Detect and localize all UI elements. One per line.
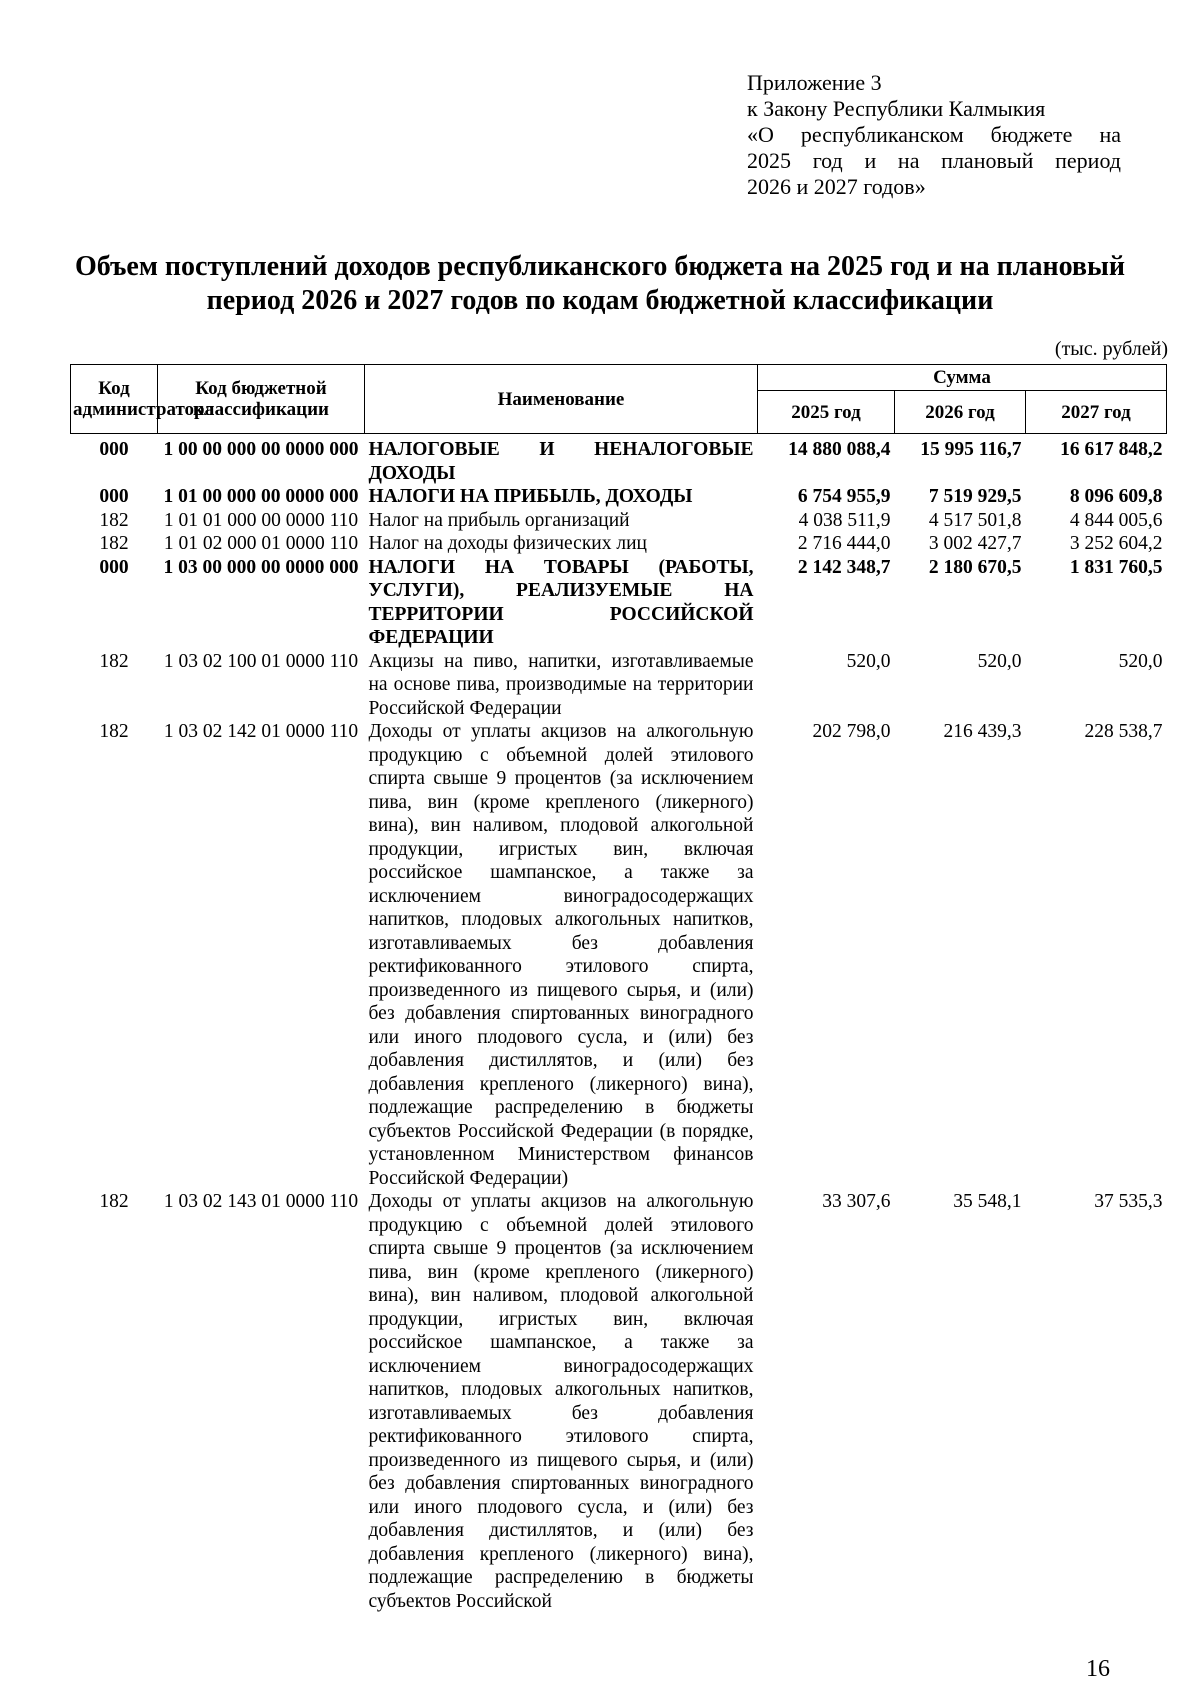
admin-code-cell: 000 (99, 486, 129, 507)
table-row (71, 556, 1167, 650)
amount-2025-cell: 2 142 348,7 (797, 556, 891, 578)
amount-2027-cell: 4 844 005,6 (1069, 509, 1163, 531)
page-number: 16 (1086, 1656, 1110, 1682)
header-kbk: Код бюджетной классификации (158, 365, 365, 434)
admin-code-cell: 182 (99, 509, 129, 531)
amount-2027-cell: 3 252 604,2 (1069, 533, 1163, 554)
amount-2025-cell: 520,0 (846, 650, 891, 672)
amount-2026-cell: 15 995 116,7 (920, 439, 1022, 460)
table-row (71, 650, 1167, 721)
appendix-line: 2025 год и на плановый период (747, 148, 1121, 173)
amount-2025-cell: 202 798,0 (812, 721, 891, 742)
table-row (71, 509, 1167, 533)
admin-code-cell: 182 (99, 650, 129, 672)
table-row (71, 532, 1167, 556)
name-cell: Налог на прибыль организаций (368, 509, 630, 531)
appendix-line: 2026 и 2027 годов» (747, 174, 926, 199)
amount-2027-cell: 16 617 848,2 (1060, 439, 1163, 460)
amount-2026-cell: 3 002 427,7 (928, 533, 1022, 554)
amount-2026-cell: 216 439,3 (943, 721, 1022, 742)
header-year-2026: 2026 год (895, 391, 1026, 434)
kbk-cell: 1 03 02 100 01 0000 110 (163, 650, 359, 672)
kbk-cell: 1 03 02 143 01 0000 110 (163, 1191, 359, 1212)
amount-2025-cell: 6 754 955,9 (797, 486, 891, 507)
amount-2027-cell: 1 831 760,5 (1069, 556, 1163, 578)
appendix-line: к Закону Республики Калмыкия (747, 96, 1046, 121)
kbk-cell: 1 03 00 000 00 0000 000 (163, 556, 359, 578)
admin-code-cell: 182 (99, 533, 129, 554)
appendix-line: «О республиканском бюджете на (747, 122, 1121, 147)
kbk-cell: 1 01 02 000 01 0000 110 (163, 533, 359, 554)
header-year-2027: 2027 год (1026, 391, 1167, 434)
kbk-cell: 1 03 02 142 01 0000 110 (163, 721, 359, 742)
admin-code-cell: 000 (99, 439, 129, 460)
amount-2027-cell: 520,0 (1118, 650, 1163, 672)
name-cell: Доходы от уплаты акцизов на алкогольную продукцию с объемной долей этилового спирта свыше 9 процентов (за исключением пива, вин (кроме крепленого (ликерного) вина), вин наливом, плодовой алкогольной продукции, игристых вин, включая российское шампанское, а также за исключением виноградосодержащих напитков, плодовых алкогольных напитков, изготавливаемых без добавления ректификованного этилового спирта, произведенного из пищевого сырья, и (или) без добавления спиртованных виноградного или иного плодового сусла, и (или) без добавления дистиллятов, и (или) без добавления крепленого (ликерного) вина), подлежащие распределению в бюджеты субъектов Российской Федерации (в порядке, установленном Министерством финансов Российской Федерации) (368, 721, 754, 1189)
header-year-2025: 2025 год (758, 391, 895, 434)
name-cell: НАЛОГОВЫЕ И НЕНАЛОГОВЫЕ ДОХОДЫ (368, 439, 754, 484)
header-name: Наименование (365, 365, 758, 434)
units-label: (тыс. рублей) (1054, 338, 1168, 360)
admin-code-cell: 182 (99, 721, 129, 742)
amount-2027-cell: 37 535,3 (1094, 1191, 1163, 1212)
amount-2027-cell: 8 096 609,8 (1069, 486, 1163, 507)
admin-code-cell: 000 (99, 556, 129, 578)
kbk-cell: 1 01 01 000 00 0000 110 (163, 509, 359, 531)
header-admin-code: Код администратора (71, 365, 158, 434)
amount-2025-cell: 4 038 511,9 (798, 509, 891, 531)
kbk-cell: 1 01 00 000 00 0000 000 (163, 486, 359, 507)
admin-code-cell: 182 (99, 1191, 129, 1212)
table-row (71, 720, 1167, 1190)
name-cell: Акцизы на пиво, напитки, изготавливаемые на основе пива, производимые на территории Российской Федерации (368, 650, 754, 719)
revenue-table (70, 364, 1167, 1613)
amount-2026-cell: 520,0 (977, 650, 1022, 672)
kbk-cell: 1 00 00 000 00 0000 000 (163, 439, 359, 460)
header-sum: Сумма (758, 365, 1167, 391)
document-title: Объем поступлений доходов республиканского бюджета на 2025 год и на плановый период 2026 и 2027 годов по кодам бюджетной классификации (74, 251, 1125, 316)
amount-2026-cell: 4 517 501,8 (928, 509, 1022, 531)
name-cell: НАЛОГИ НА ПРИБЫЛЬ, ДОХОДЫ (368, 486, 693, 507)
amount-2026-cell: 7 519 929,5 (928, 486, 1022, 507)
name-cell: НАЛОГИ НА ТОВАРЫ (РАБОТЫ, УСЛУГИ), РЕАЛИЗУЕМЫЕ НА ТЕРРИТОРИИ РОССИЙСКОЙ ФЕДЕРАЦИИ (368, 556, 754, 648)
appendix-note (747, 70, 1121, 200)
name-cell: Налог на доходы физических лиц (368, 533, 647, 554)
name-cell: Доходы от уплаты акцизов на алкогольную продукцию с объемной долей этилового спирта свыше 9 процентов (за исключением пива, вин (кроме крепленого (ликерного) вина), вин наливом, плодовой алкогольной продукции, игристых вин, включая российское шампанское, а также за исключением виноградосодержащих напитков, плодовых алкогольных напитков, изготавливаемых без добавления ректификованного этилового спирта, произведенного из пищевого сырья, и (или) без добавления спиртованных виноградного или иного плодового сусла, и (или) без добавления дистиллятов, и (или) без добавления крепленого (ликерного) вина), подлежащие распределению в бюджеты субъектов Российской (368, 1191, 754, 1612)
table-row (71, 485, 1167, 509)
table-row (71, 434, 1167, 486)
amount-2026-cell: 2 180 670,5 (928, 556, 1022, 578)
amount-2027-cell: 228 538,7 (1084, 721, 1163, 742)
amount-2025-cell: 33 307,6 (822, 1191, 891, 1212)
table-row (71, 1190, 1167, 1613)
amount-2025-cell: 2 716 444,0 (797, 533, 891, 554)
amount-2026-cell: 35 548,1 (953, 1191, 1022, 1212)
amount-2025-cell: 14 880 088,4 (788, 439, 891, 460)
appendix-line: Приложение 3 (747, 70, 882, 95)
